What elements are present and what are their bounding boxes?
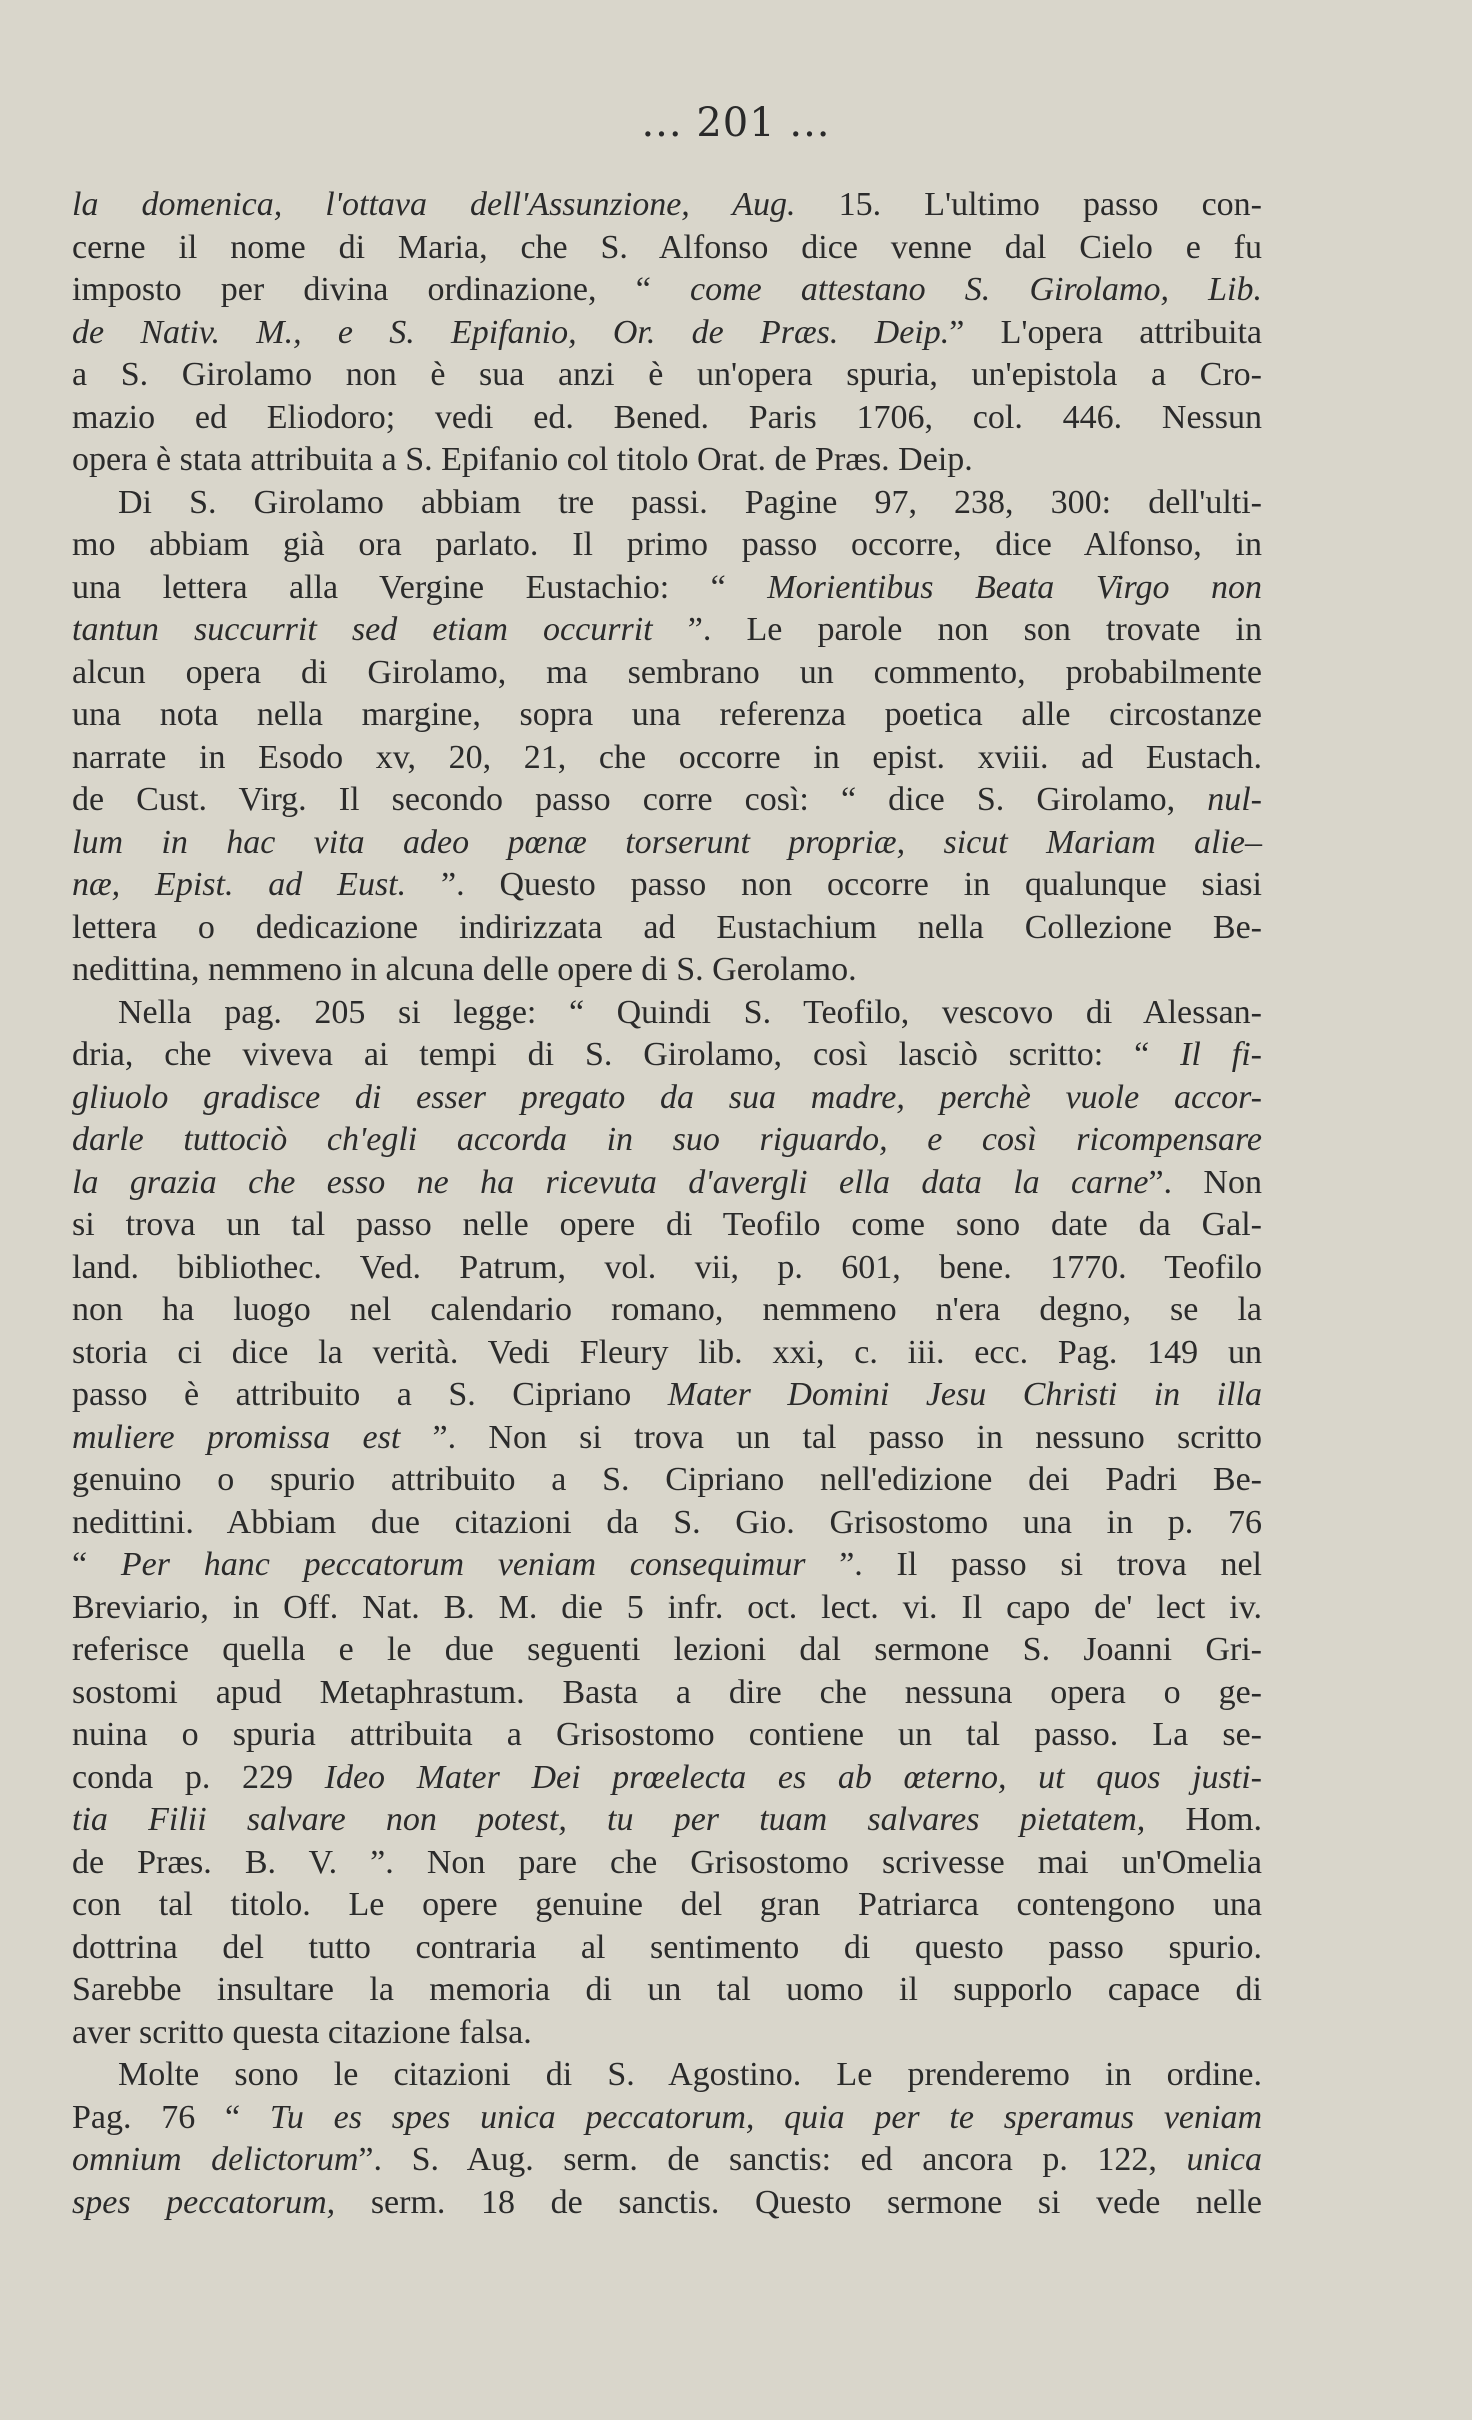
text-segment: Molte sono le citazioni di S. Agostino. Le prenderemo in ordine. <box>118 2056 1262 2093</box>
text-line <box>72 1799 1262 1842</box>
italic-segment: unica <box>1186 2141 1263 2178</box>
italic-segment: la grazia che esso ne ha ricevuta d'avergli ella data la carne <box>72 1163 1149 1201</box>
text-line <box>72 1119 1262 1162</box>
text-line <box>72 737 1262 780</box>
text-segment: una nota nella margine, sopra una referenza poetica alle circostanze <box>72 696 1262 733</box>
text-line <box>72 269 1262 312</box>
text-segment: alcun opera di Girolamo, ma sembrano un commento, probabilmente <box>72 653 1262 691</box>
text-segment: referisce quella e le due seguenti lezioni dal sermone S. Joanni Gri- <box>72 1631 1262 1668</box>
italic-segment: Mater Domini Jesu Christi in illa <box>667 1376 1262 1413</box>
text-segment: narrate in Esodo xv, 20, 21, che occorre in epist. xviii. ad Eustach. <box>72 738 1262 776</box>
text-line <box>72 1417 1262 1460</box>
italic-segment: darle tuttociò ch'egli accorda in suo riguardo, e così ricompensare <box>72 1121 1262 1158</box>
text-line <box>72 227 1262 270</box>
text-line <box>72 1502 1262 1545</box>
italic-segment: lum in hac vita adeo pœnæ torserunt propriæ, sicut Mariam alie– <box>72 823 1262 861</box>
text-segment: cerne il nome di Maria, che S. Alfonso dice venne dal Cielo e fu <box>72 228 1262 266</box>
italic-segment: spes peccatorum, <box>72 2183 336 2221</box>
italic-segment: gliuolo gradisce di esser pregato da sua madre, perchè vuole accor- <box>72 1078 1262 1116</box>
text-segment: dottrina del tutto contraria al sentimento di questo passo spurio. <box>72 1928 1262 1966</box>
text-segment: lettera o dedicazione indirizzata ad Eustachium nella Collezione Be- <box>72 908 1262 946</box>
text-segment: ”. Non si trova un tal passo in nessuno scritto <box>400 1418 1262 1456</box>
text-segment: Pag. 76 “ <box>72 2098 270 2136</box>
text-segment: land. bibliothec. Ved. Patrum, vol. vii, p. 601, bene. 1770. Teofilo <box>72 1248 1262 1286</box>
text-line <box>72 1374 1262 1417</box>
text-segment: si trova un tal passo nelle opere di Teofilo come sono date da Gal- <box>72 1206 1262 1243</box>
text-segment: ”. S. Aug. serm. de sanctis: ed ancora p. 122, <box>358 2141 1187 2178</box>
italic-segment: Il fi- <box>1180 1036 1262 1073</box>
text-line <box>72 694 1262 737</box>
text-line <box>72 567 1262 610</box>
italic-segment: de Nativ. M., e S. Epifanio, Or. de Præs. Deip. <box>72 313 950 351</box>
text-segment: serm. 18 de sanctis. Questo sermone si vede nelle <box>335 2183 1262 2221</box>
italic-segment: Morientibus Beata Virgo non <box>767 568 1262 606</box>
text-line <box>72 949 1262 992</box>
text-line <box>72 354 1262 397</box>
text-line <box>72 2054 1262 2097</box>
italic-segment: la domenica, l'ottava dell'Assunzione, Aug. <box>72 186 796 223</box>
text-segment: de Cust. Virg. Il secondo passo corre così: “ dice S. Girolamo, <box>72 781 1208 818</box>
text-line <box>72 1969 1262 2012</box>
text-segment: storia ci dice la verità. Vedi Fleury lib. xxi, c. iii. ecc. Pag. 149 un <box>72 1333 1262 1371</box>
italic-segment: Tu es spes unica peccatorum, quia per te speramus veniam <box>269 2098 1262 2136</box>
text-segment: 15. L'ultimo passo con- <box>795 186 1262 223</box>
text-line <box>72 1587 1262 1630</box>
text-line <box>72 2139 1262 2182</box>
text-line <box>72 1162 1262 1205</box>
text-line <box>72 1672 1262 1715</box>
italic-segment: Per hanc peccatorum veniam consequimur <box>120 1546 806 1583</box>
text-segment: nedittini. Abbiam due citazioni da S. Gio. Grisostomo una in p. 76 <box>72 1503 1262 1541</box>
italic-segment: muliere promissa est <box>72 1418 401 1456</box>
text-line <box>72 184 1262 227</box>
text-segment: una lettera alla Vergine Eustachio: “ <box>72 568 768 606</box>
text-segment: a S. Girolamo non è sua anzi è un'opera spuria, un'epistola a Cro- <box>72 356 1262 393</box>
body-text <box>72 184 1262 2224</box>
text-segment: passo è attribuito a S. Cipriano <box>72 1376 668 1413</box>
text-line <box>72 1544 1262 1587</box>
text-segment: mo abbiam già ora parlato. Il primo passo occorre, dice Alfonso, in <box>72 526 1262 563</box>
text-segment: Nella pag. 205 si legge: “ Quindi S. Teofilo, vescovo di Alessan- <box>118 993 1262 1031</box>
italic-segment: nul- <box>1207 781 1262 818</box>
text-line <box>72 1332 1262 1375</box>
text-segment: nedittina, nemmeno in alcuna delle opere di S. Gerolamo. <box>72 951 857 988</box>
italic-segment: Ideo Mater Dei prœelecta es ab œterno, ut quos justi- <box>324 1758 1262 1796</box>
text-line <box>72 1204 1262 1247</box>
italic-segment: omnium delictorum <box>72 2141 359 2178</box>
text-line <box>72 1927 1262 1970</box>
italic-segment: tia Filii salvare non potest, tu per tuam salvares pietatem, <box>72 1801 1146 1838</box>
text-line <box>72 822 1262 865</box>
text-segment: nuina o spuria attribuita a Grisostomo contiene un tal passo. La se- <box>72 1716 1262 1753</box>
text-line <box>72 1842 1262 1885</box>
text-line <box>72 652 1262 695</box>
text-segment: dria, che viveva ai tempi di S. Girolamo, così lasciò scritto: “ <box>72 1036 1181 1073</box>
text-line <box>72 907 1262 950</box>
text-line <box>72 992 1262 1035</box>
text-line <box>72 2012 1262 2055</box>
text-segment: ”. Le parole non son trovate in <box>652 611 1262 648</box>
text-line <box>72 864 1262 907</box>
text-line <box>72 1629 1262 1672</box>
text-segment: Sarebbe insultare la memoria di un tal uomo il supporlo capace di <box>72 1971 1262 2008</box>
text-line <box>72 1034 1262 1077</box>
text-segment: de Præs. B. V. ”. Non pare che Grisostomo scrivesse mai un'Omelia <box>72 1843 1262 1881</box>
text-line <box>72 779 1262 822</box>
text-line <box>72 1247 1262 1290</box>
text-line <box>72 2097 1262 2140</box>
text-segment: Breviario, in Off. Nat. B. M. die 5 infr. oct. lect. vi. Il capo de' lect iv. <box>72 1588 1262 1626</box>
text-line <box>72 1714 1262 1757</box>
text-segment: Hom. <box>1145 1801 1262 1838</box>
text-line <box>72 524 1262 567</box>
text-line <box>72 482 1262 525</box>
text-segment: Di S. Girolamo abbiam tre passi. Pagine 97, 238, 300: dell'ulti- <box>118 483 1262 521</box>
text-segment: non ha luogo nel calendario romano, nemmeno n'era degno, se la <box>72 1291 1262 1328</box>
text-line <box>72 312 1262 355</box>
text-segment: mazio ed Eliodoro; vedi ed. Bened. Paris 1706, col. 446. Nessun <box>72 398 1262 436</box>
text-segment: imposto per divina ordinazione, “ <box>72 271 690 308</box>
text-segment: sostomi apud Metaphrastum. Basta a dire che nessuna opera o ge- <box>72 1673 1262 1711</box>
text-line <box>72 397 1262 440</box>
text-segment: ”. Il passo si trova nel <box>805 1546 1263 1583</box>
text-line <box>72 2182 1262 2225</box>
text-line <box>72 439 1262 482</box>
text-segment: ”. Non <box>1148 1163 1262 1201</box>
text-segment: ”. Questo passo non occorre in qualunque siasi <box>406 866 1262 903</box>
text-segment: con tal titolo. Le opere genuine del gran Patriarca contengono una <box>72 1886 1262 1923</box>
italic-segment: næ, Epist. ad Eust. <box>72 866 407 903</box>
text-line <box>72 1077 1262 1120</box>
text-segment: genuino o spurio attribuito a S. Cipriano nell'edizione dei Padri Be- <box>72 1461 1262 1498</box>
text-line <box>72 1757 1262 1800</box>
text-line <box>72 1289 1262 1332</box>
text-segment: conda p. 229 <box>72 1758 325 1796</box>
text-segment: ” L'opera attribuita <box>949 313 1262 351</box>
text-segment: opera è stata attribuita a S. Epifanio col titolo Orat. de Præs. Deip. <box>72 441 973 478</box>
text-line <box>72 1459 1262 1502</box>
italic-segment: tantun succurrit sed etiam occurrit <box>72 611 653 648</box>
page-number-header: ... 201 ... <box>641 100 831 146</box>
italic-segment: come attestano S. Girolamo, Lib. <box>690 271 1262 308</box>
text-line <box>72 1884 1262 1927</box>
text-line <box>72 609 1262 652</box>
text-segment: “ <box>72 1546 121 1583</box>
text-segment: aver scritto questa citazione falsa. <box>72 2013 532 2051</box>
